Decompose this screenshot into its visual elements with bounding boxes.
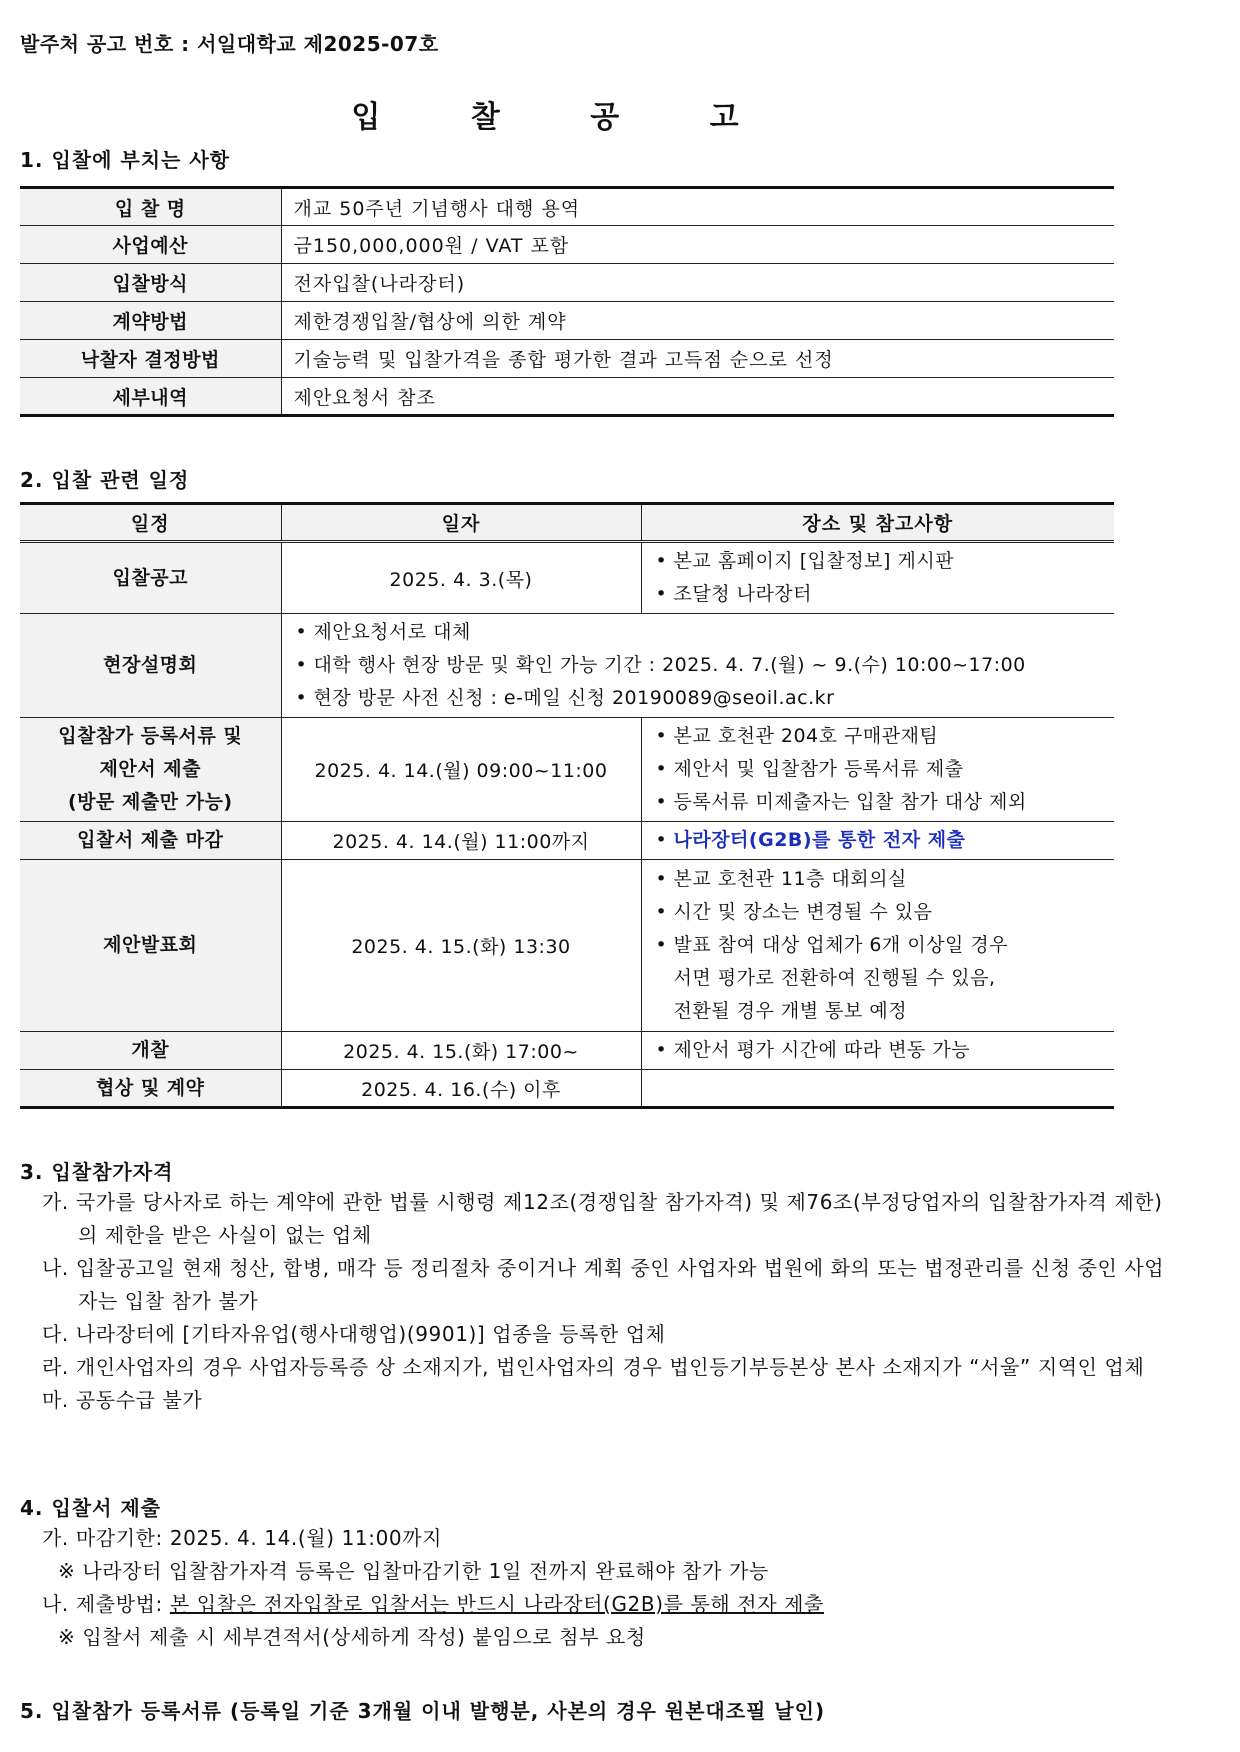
list-item: • 본교 호천관 204호 구매관재팀	[650, 720, 1115, 753]
row-key: 입 찰 명	[20, 188, 281, 226]
list-item: • 본교 호천관 11층 대회의실	[650, 863, 1115, 896]
schedule-date: 2025. 4. 15.(화) 13:30	[281, 860, 641, 1032]
section-4-heading: 4. 입찰서 제출	[20, 1496, 162, 1520]
bid-info-table	[20, 186, 1114, 417]
column-header-schedule: 일정	[20, 504, 281, 542]
schedule-notes	[641, 1070, 1114, 1108]
table-row	[20, 188, 1114, 226]
bullet-icon: •	[655, 901, 668, 923]
table-row	[20, 1070, 1114, 1108]
list-item: • 발표 참여 대상 업체가 6개 이상일 경우	[650, 929, 1115, 962]
row-value: 개교 50주년 기념행사 대행 용역	[281, 188, 1114, 226]
bullet-icon: •	[655, 1039, 668, 1061]
bullet-icon: •	[655, 791, 668, 813]
section-2-heading: 2. 입찰 관련 일정	[20, 468, 190, 492]
list-item: • 본교 홈페이지 [입찰정보] 게시판	[650, 545, 1115, 578]
list-item: 마. 공동수급 불가	[42, 1388, 203, 1412]
table-row	[20, 378, 1114, 416]
list-item: • 나라장터(G2B)를 통한 전자 제출	[650, 824, 1115, 857]
list-item: • 제안서 평가 시간에 따라 변동 가능	[650, 1034, 1115, 1067]
row-value: 전자입찰(나라장터)	[281, 264, 1114, 302]
row-key: 세부내역	[20, 378, 281, 416]
list-item: • 조달청 나라장터	[650, 578, 1115, 611]
note-text: ※ 나라장터 입찰참가자격 등록은 입찰마감기한 1일 전까지 완료해야 참가 가능	[58, 1559, 769, 1583]
table-row	[20, 1032, 1114, 1070]
list-item: • 현장 방문 사전 신청 : e-메일 신청 20190089@seoil.ac.kr	[290, 682, 1115, 715]
section-5-heading: 5. 입찰참가 등록서류 (등록일 기준 3개월 이내 발행분, 사본의 경우 원본대조필 날인)	[20, 1699, 826, 1723]
table-row	[20, 542, 1114, 614]
table-row	[20, 822, 1114, 860]
schedule-name: 입찰참가 등록서류 및 제안서 제출 (방문 제출만 가능)	[20, 718, 281, 822]
row-key: 사업예산	[20, 226, 281, 264]
section-1-heading: 1. 입찰에 부치는 사항	[20, 148, 230, 172]
list-item: • 제안요청서로 대체	[290, 616, 1115, 649]
row-value: 제안요청서 참조	[281, 378, 1114, 416]
list-item: • 대학 행사 현장 방문 및 확인 가능 기간 : 2025. 4. 7.(월) ~ 9.(수) 10:00~17:00	[290, 649, 1115, 682]
bullet-icon: •	[655, 829, 668, 851]
list-item: 가. 국가를 당사자로 하는 계약에 관한 법률 시행령 제12조(경쟁입찰 참가자격) 및 제76조(부정당업자의 입찰참가자격 제한)의 제한을 받은 사실이 없는 업체	[42, 1190, 1163, 1247]
schedule-notes	[641, 718, 1114, 822]
table-row	[20, 302, 1114, 340]
schedule-date: 2025. 4. 3.(목)	[281, 542, 641, 614]
column-header-date: 일자	[281, 504, 641, 542]
eligibility-list	[20, 1186, 1170, 1417]
row-value: 제한경쟁입찰/협상에 의한 계약	[281, 302, 1114, 340]
list-item: • 시간 및 장소는 변경될 수 있음	[650, 896, 1115, 929]
list-item: 나. 제출방법: 본 입찰은 전자입찰로 입찰서는 반드시 나라장터(G2B)를 통해 전자 제출	[42, 1592, 824, 1616]
submission-list	[20, 1522, 1170, 1654]
table-row	[20, 340, 1114, 378]
schedule-date: 2025. 4. 14.(월) 11:00까지	[281, 822, 641, 860]
list-item: • 제안서 및 입찰참가 등록서류 제출	[650, 753, 1115, 786]
table-row	[20, 264, 1114, 302]
table-row	[20, 614, 1114, 718]
list-item: • 등록서류 미제출자는 입찰 참가 대상 제외	[650, 786, 1115, 819]
note-text: ※ 입찰서 제출 시 세부견적서(상세하게 작성) 붙임으로 첨부 요청	[58, 1625, 646, 1649]
schedule-date: 2025. 4. 15.(화) 17:00~	[281, 1032, 641, 1070]
bullet-icon: •	[655, 868, 668, 890]
schedule-name: 협상 및 계약	[20, 1070, 281, 1108]
list-item: 라. 개인사업자의 경우 사업자등록증 상 소재지가, 법인사업자의 경우 법인등기부등본상 본사 소재지가 “서울” 지역인 업체	[42, 1355, 1145, 1379]
schedule-name: 개찰	[20, 1032, 281, 1070]
schedule-notes	[641, 860, 1114, 1032]
bullet-icon: •	[655, 583, 668, 605]
schedule-name: 제안발표회	[20, 860, 281, 1032]
column-header-notes: 장소 및 참고사항	[641, 504, 1114, 542]
schedule-notes	[281, 614, 1114, 718]
bullet-icon: •	[655, 725, 668, 747]
bullet-icon: •	[655, 550, 668, 572]
list-item: 가. 마감기한: 2025. 4. 14.(월) 11:00까지	[42, 1526, 443, 1550]
row-key: 낙찰자 결정방법	[20, 340, 281, 378]
row-key: 입찰방식	[20, 264, 281, 302]
schedule-date: 2025. 4. 14.(월) 09:00~11:00	[281, 718, 641, 822]
schedule-table	[20, 502, 1114, 1109]
list-item: 나. 입찰공고일 현재 청산, 합병, 매각 등 정리절차 중이거나 계획 중인 사업자와 법원에 화의 또는 법정관리를 신청 중인 사업자는 입찰 참가 불가	[42, 1256, 1165, 1313]
bullet-icon: •	[655, 934, 668, 956]
document-title: 입 찰 공 고	[351, 100, 779, 135]
schedule-notes	[641, 822, 1114, 860]
list-item-continuation: 서면 평가로 전환하여 진행될 수 있음,	[673, 967, 996, 989]
schedule-notes	[641, 1032, 1114, 1070]
list-item: 다. 나라장터에 [기타자유업(행사대행업)(9901)] 업종을 등록한 업체	[42, 1322, 666, 1346]
bullet-icon: •	[295, 654, 308, 676]
row-value: 금150,000,000원 / VAT 포함	[281, 226, 1114, 264]
table-row	[20, 226, 1114, 264]
notice-number: 발주처 공고 번호 : 서일대학교 제2025-07호	[20, 32, 439, 56]
schedule-name: 현장설명회	[20, 614, 281, 718]
schedule-notes	[641, 542, 1114, 614]
bullet-icon: •	[655, 758, 668, 780]
row-key: 계약방법	[20, 302, 281, 340]
schedule-name: 입찰서 제출 마감	[20, 822, 281, 860]
table-row	[20, 860, 1114, 1032]
section-3-heading: 3. 입찰참가자격	[20, 1160, 174, 1184]
bullet-icon: •	[295, 687, 308, 709]
table-row	[20, 718, 1114, 822]
bullet-icon: •	[295, 621, 308, 643]
list-item-continuation: 전환될 경우 개별 통보 예정	[673, 1000, 908, 1022]
row-value: 기술능력 및 입찰가격을 종합 평가한 결과 고득점 순으로 선정	[281, 340, 1114, 378]
schedule-name: 입찰공고	[20, 542, 281, 614]
table-header-row	[20, 504, 1114, 542]
schedule-date: 2025. 4. 16.(수) 이후	[281, 1070, 641, 1108]
